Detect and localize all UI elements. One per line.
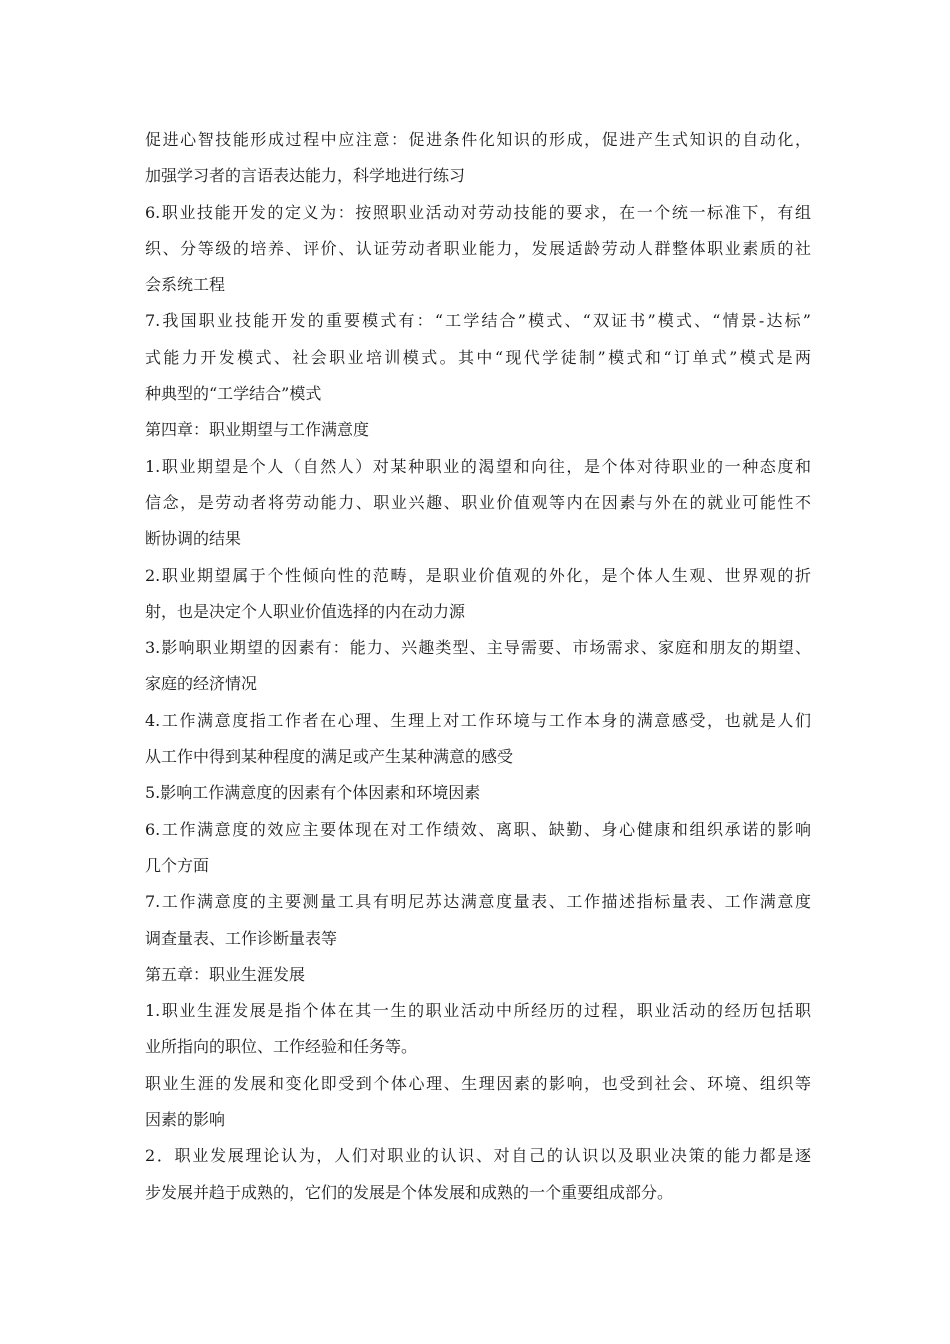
text-line: 职业生涯的发展和变化即受到个体心理、生理因素的影响，也受到社会、环境、组织等 (145, 1073, 811, 1093)
text-line: 3.影响职业期望的因素有：能力、兴趣类型、主导需要、市场需求、家庭和朋友的期望、 (145, 638, 811, 658)
text-line: 2.职业期望属于个性倾向性的范畴，是职业价值观的外化，是个体人生观、世界观的折 (145, 565, 811, 585)
text-line: 1.职业期望是个人（自然人）对某种职业的渴望和向往，是个体对待职业的一种态度和 (145, 456, 811, 476)
text-line: 业所指向的职位、工作经验和任务等。 (145, 1037, 418, 1057)
text-line: 2．职业发展理论认为，人们对职业的认识、对自己的认识以及职业决策的能力都是逐 (145, 1146, 811, 1166)
text-line: 6.职业技能开发的定义为：按照职业活动对劳动技能的要求，在一个统一标准下，有组 (145, 202, 811, 222)
text-line: 射，也是决定个人职业价值选择的内在动力源 (145, 601, 466, 621)
text-line: 5.影响工作满意度的因素有个体因素和环境因素 (145, 783, 481, 803)
text-line: 步发展并趋于成熟的，它们的发展是个体发展和成熟的一个重要组成部分。 (145, 1182, 674, 1202)
text-line: 加强学习者的言语表达能力，科学地进行练习 (145, 166, 466, 186)
text-line: 7.工作满意度的主要测量工具有明尼苏达满意度量表、工作描述指标量表、工作满意度 (145, 892, 811, 912)
text-line: 因素的影响 (145, 1110, 226, 1130)
text-line: 几个方面 (145, 855, 210, 875)
text-line: 1.职业生涯发展是指个体在其一生的职业活动中所经历的过程，职业活动的经历包括职 (145, 1001, 811, 1021)
text-line: 从工作中得到某种程度的满足或产生某种满意的感受 (145, 747, 514, 767)
text-line: 调查量表、工作诊断量表等 (145, 928, 338, 948)
text-line: 信念，是劳动者将劳动能力、职业兴趣、职业价值观等内在因素与外在的就业可能性不 (145, 492, 811, 512)
chapter-heading: 第五章：职业生涯发展 (145, 964, 306, 984)
text-line: 促进心智技能形成过程中应注意：促进条件化知识的形成，促进产生式知识的自动化， (145, 130, 811, 149)
chapter-heading: 第四章：职业期望与工作满意度 (145, 420, 370, 440)
text-line: 断协调的结果 (145, 529, 242, 549)
text-line: 家庭的经济情况 (145, 674, 258, 694)
text-line: 式能力开发模式、社会职业培训模式。其中“现代学徒制”模式和“订单式”模式是两 (145, 347, 811, 367)
document-body (145, 122, 811, 1211)
text-line: 6.工作满意度的效应主要体现在对工作绩效、离职、缺勤、身心健康和组织承诺的影响 (145, 819, 811, 839)
text-line: 织、分等级的培养、评价、认证劳动者职业能力，发展适龄劳动人群整体职业素质的社 (145, 238, 811, 258)
text-line: 4.工作满意度指工作者在心理、生理上对工作环境与工作本身的满意感受，也就是人们 (145, 710, 811, 730)
text-line: 7.我国职业技能开发的重要模式有：“工学结合”模式、“双证书”模式、“情景-达标” (145, 311, 811, 331)
text-line: 种典型的“工学结合”模式 (145, 384, 322, 404)
text-line: 会系统工程 (145, 275, 226, 295)
